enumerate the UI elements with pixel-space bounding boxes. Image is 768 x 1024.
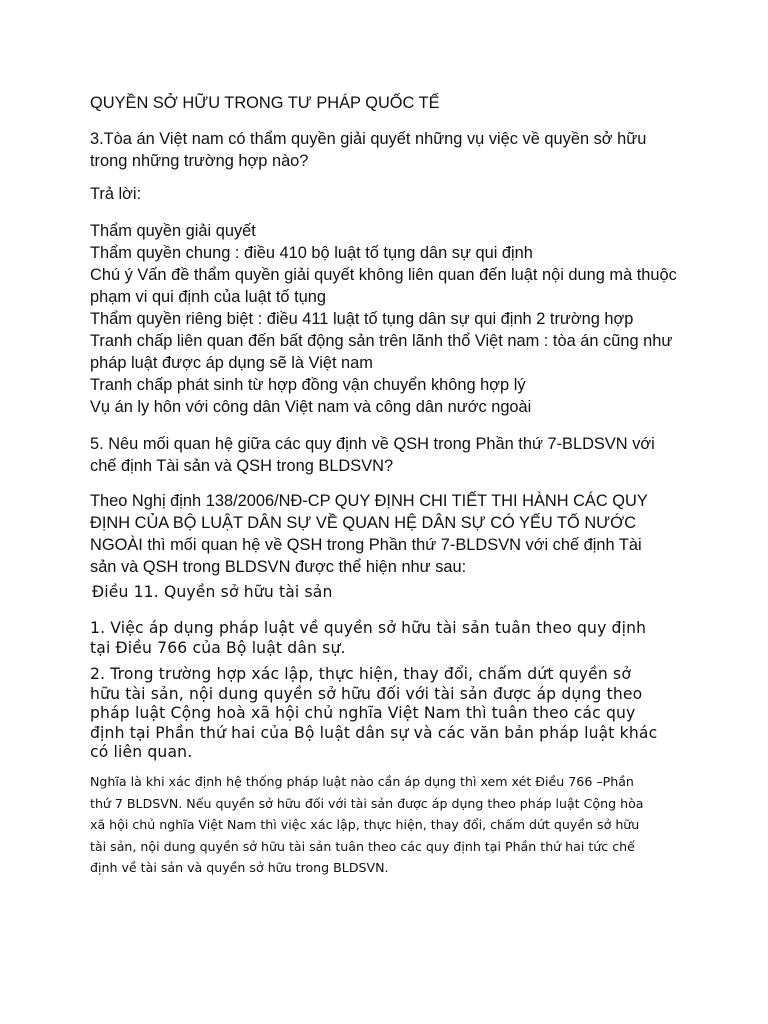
text-line: pháp luật được áp dụng sẽ là Việt nam xyxy=(90,354,373,372)
decree-intro xyxy=(90,490,690,578)
text-line: Vụ án ly hôn với công dân Việt nam và công dân nước ngoài xyxy=(90,398,532,416)
text-line: tại Điều 766 của Bộ luật dân sự. xyxy=(90,638,346,657)
text-line: 1. Việc áp dụng pháp luật về quyền sở hữu tài sản tuân theo quy định xyxy=(90,619,647,637)
text-line: NGOÀI thì mối quan hệ về QSH trong Phần thứ 7-BLDSVN với chế định Tài xyxy=(90,536,642,554)
text-line: hữu tài sản, nội dung quyền sở hữu đối với tài sản được áp dụng theo xyxy=(90,684,643,703)
answer-label: Trả lời: xyxy=(90,185,142,203)
text-line: Thẩm quyền riêng biệt : điều 411 luật tố tụng dân sự qui định 2 trường hợp xyxy=(90,310,634,328)
text-line: trong những trường hợp nào? xyxy=(90,152,309,170)
question-3 xyxy=(90,128,690,172)
text-line: có liên quan. xyxy=(90,743,193,761)
question-5 xyxy=(90,433,690,477)
explanation xyxy=(90,771,702,879)
article-clause-1 xyxy=(90,619,702,658)
text-line: ĐỊNH CỦA BỘ LUẬT DÂN SỰ VỀ QUAN HỆ DÂN SỰ CÓ YẾU TỐ NƯỚC xyxy=(90,514,637,532)
text-line: Theo Nghị định 138/2006/NĐ-CP QUY ĐỊNH CHI TIẾT THI HÀNH CÁC QUY xyxy=(90,492,648,510)
text-line: Thẩm quyền giải quyết xyxy=(90,222,256,240)
text-line: 2. Trong trường hợp xác lập, thực hiện, thay đổi, chấm dứt quyền sở xyxy=(90,665,632,683)
text-line: Nghĩa là khi xác định hệ thống pháp luật nào cần áp dụng thì xem xét Điều 766 –Phần xyxy=(90,774,634,789)
text-line: tài sản, nội dung quyền sở hữu tài sản tuân theo các quy định tại Phần thứ hai tức chế xyxy=(90,838,635,854)
text-line: định về tài sản và quyền sở hữu trong BLDSVN. xyxy=(90,860,389,875)
text-line: Chú ý Vấn đề thẩm quyền giải quyết không liên quan đến luật nội dung mà thuộc xyxy=(90,266,677,284)
document-title: QUYỀN SỞ HỮU TRONG TƯ PHÁP QUỐC TẾ xyxy=(90,94,440,112)
text-line: sản và QSH trong BLDSVN được thể hiện như sau: xyxy=(90,558,467,576)
text-line: Tranh chấp liên quan đến bất động sản trên lãnh thổ Việt nam : tòa án cũng như xyxy=(90,332,673,350)
article-title: Điều 11. Quyền sở hữu tài sản xyxy=(92,583,333,601)
text-line: Thẩm quyền chung : điều 410 bộ luật tố tụng dân sự qui định xyxy=(90,244,533,262)
answer-body xyxy=(90,220,690,418)
text-line: chế định Tài sản và QSH trong BLDSVN? xyxy=(90,457,394,475)
text-line: 3.Tòa án Việt nam có thẩm quyền giải quyết những vụ việc về quyền sở hữu xyxy=(90,130,647,148)
text-line: pháp luật Cộng hoà xã hội chủ nghĩa Việt Nam thì tuân theo các quy xyxy=(90,704,636,722)
article-clause-2 xyxy=(90,665,702,763)
text-line: thứ 7 BLDSVN. Nếu quyền sở hữu đối với tài sản được áp dụng theo pháp luật Cộng hòa xyxy=(90,795,644,811)
text-line: định tại Phần thứ hai của Bộ luật dân sự và các văn bản pháp luật khác xyxy=(90,723,658,742)
text-line: Tranh chấp phát sinh từ hợp đồng vận chuyển không hợp lý xyxy=(90,376,526,394)
text-line: 5. Nêu mối quan hệ giữa các quy định về QSH trong Phần thứ 7-BLDSVN với xyxy=(90,435,655,453)
text-line: xã hội chủ nghĩa Việt Nam thì việc xác lập, thực hiện, thay đổi, chấm dứt quyền sở hữu xyxy=(90,817,640,832)
text-line: phạm vi qui định của luật tố tụng xyxy=(90,288,326,306)
